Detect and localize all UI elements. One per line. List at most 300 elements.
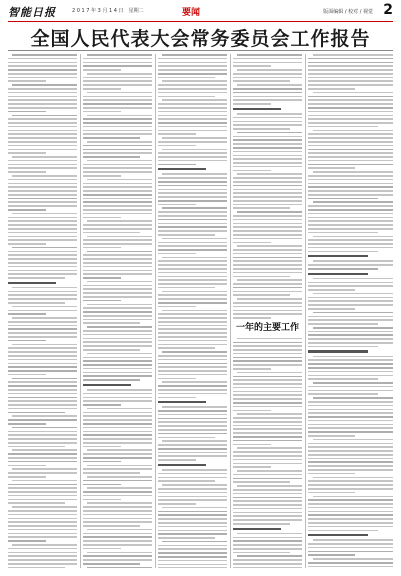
- text-line: [158, 223, 227, 225]
- text-line: [233, 552, 290, 554]
- body-paragraph: [83, 326, 152, 350]
- text-line: [83, 322, 140, 324]
- text-line: [233, 379, 302, 381]
- text-line: [308, 268, 378, 270]
- text-line: [308, 232, 378, 234]
- body-paragraph: [83, 502, 152, 526]
- text-line: [8, 164, 77, 166]
- text-line: [8, 457, 77, 459]
- text-line: [308, 409, 393, 411]
- text-line: [8, 548, 77, 550]
- text-line: [158, 511, 227, 513]
- text-line: [308, 334, 393, 336]
- text-line: [8, 160, 77, 162]
- text-line: [233, 512, 302, 514]
- text-line: [233, 230, 302, 232]
- body-paragraph: [233, 298, 302, 319]
- text-line: [87, 54, 152, 56]
- body-paragraph: [8, 54, 77, 82]
- text-line: [8, 563, 77, 565]
- text-line: [12, 54, 77, 56]
- text-line: [308, 220, 393, 222]
- text-line: [8, 385, 77, 387]
- text-line: [308, 190, 393, 192]
- text-line: [8, 126, 77, 128]
- text-line: [83, 544, 152, 546]
- text-line: [83, 217, 121, 219]
- text-line: [83, 277, 121, 279]
- text-line: [8, 258, 77, 260]
- body-paragraph: [158, 406, 227, 438]
- body-paragraph: [308, 260, 393, 269]
- text-line: [162, 469, 227, 471]
- text-line: [233, 481, 290, 483]
- text-line: [233, 162, 302, 164]
- text-line: [162, 541, 227, 543]
- text-line: [308, 111, 393, 113]
- body-paragraph: [158, 291, 227, 308]
- text-line: [8, 404, 77, 406]
- text-line: [233, 121, 302, 123]
- article-column-5: [308, 54, 393, 568]
- text-line: [83, 118, 152, 120]
- text-line: [8, 96, 77, 98]
- text-line: [158, 111, 227, 113]
- text-line: [233, 158, 302, 160]
- text-line: [87, 487, 152, 489]
- text-line: [83, 209, 152, 211]
- text-line: [8, 495, 77, 497]
- text-line: [8, 294, 77, 296]
- text-line: [308, 522, 393, 524]
- text-line: [8, 366, 77, 368]
- text-line: [8, 381, 77, 383]
- text-line: [8, 194, 77, 196]
- text-line: [233, 504, 302, 506]
- text-line: [308, 282, 393, 284]
- text-line: [158, 77, 215, 79]
- body-paragraph: [158, 469, 227, 482]
- body-paragraph: [8, 156, 77, 173]
- body-paragraph: [83, 220, 152, 233]
- body-paragraph: [308, 439, 393, 475]
- text-line: [8, 552, 77, 554]
- text-line: [8, 510, 77, 512]
- text-line: [8, 446, 65, 448]
- text-line: [162, 54, 227, 56]
- headline: 全国人民代表大会常务委员会工作报告: [30, 28, 371, 50]
- text-line: [158, 141, 227, 143]
- text-line: [83, 62, 152, 64]
- text-line: [83, 307, 152, 309]
- text-line: [308, 492, 355, 494]
- text-line: [83, 506, 152, 508]
- text-line: [237, 113, 302, 115]
- text-line: [308, 145, 393, 147]
- text-line: [233, 257, 302, 259]
- text-line: [8, 179, 77, 181]
- text-line: [308, 264, 393, 266]
- body-paragraph: [308, 171, 393, 199]
- text-line: [233, 563, 302, 565]
- text-line: [233, 436, 302, 438]
- text-line: [83, 338, 152, 340]
- text-line: [158, 433, 227, 435]
- text-line: [308, 224, 393, 226]
- text-line: [158, 492, 227, 494]
- text-line: [233, 421, 302, 423]
- text-line: [158, 200, 227, 202]
- text-line: [308, 547, 393, 549]
- text-line: [12, 449, 77, 451]
- text-line: [233, 466, 271, 468]
- text-line: [233, 124, 302, 126]
- text-line: [233, 65, 271, 67]
- text-line: [308, 450, 393, 452]
- text-line: [8, 77, 77, 79]
- body-paragraph: [83, 160, 152, 177]
- text-line: [237, 298, 302, 300]
- text-line: [233, 313, 302, 315]
- text-line: [313, 278, 393, 280]
- text-line: [8, 453, 77, 455]
- text-line: [308, 149, 393, 151]
- text-line: [237, 132, 302, 134]
- text-line: [162, 440, 227, 442]
- text-line: [158, 545, 227, 547]
- text-line: [83, 468, 152, 470]
- text-line: [87, 529, 152, 531]
- body-paragraph: [308, 54, 393, 90]
- text-line: [158, 437, 215, 439]
- text-line: [308, 469, 393, 471]
- text-line: [83, 247, 121, 249]
- text-line: [8, 363, 77, 365]
- subheading-bar: [308, 534, 368, 536]
- text-line: [308, 393, 378, 395]
- text-line: [8, 438, 77, 440]
- body-paragraph: [233, 84, 302, 105]
- text-line: [87, 141, 152, 143]
- text-line: [237, 54, 302, 56]
- body-paragraph: [8, 84, 77, 112]
- text-line: [308, 562, 393, 564]
- text-line: [308, 73, 393, 75]
- text-line: [83, 270, 152, 272]
- text-line: [8, 487, 77, 489]
- text-line: [308, 465, 393, 467]
- text-line: [158, 503, 196, 505]
- text-line: [233, 207, 290, 209]
- text-line: [8, 355, 77, 357]
- text-line: [83, 273, 152, 275]
- text-line: [233, 238, 302, 240]
- text-line: [158, 234, 215, 236]
- text-line: [8, 374, 46, 376]
- text-line: [158, 219, 227, 221]
- text-line: [83, 438, 152, 440]
- text-line: [158, 268, 227, 270]
- text-line: [8, 518, 77, 520]
- text-line: [162, 381, 227, 383]
- text-line: [83, 514, 152, 516]
- text-line: [308, 458, 393, 460]
- text-line: [83, 495, 152, 497]
- text-line: [8, 205, 77, 207]
- text-line: [8, 325, 77, 327]
- text-line: [233, 92, 302, 94]
- text-line: [158, 62, 227, 64]
- text-line: [233, 276, 290, 278]
- text-line: [237, 84, 302, 86]
- text-line: [83, 228, 152, 230]
- text-line: [87, 220, 152, 222]
- text-line: [8, 298, 77, 300]
- body-paragraph: [158, 149, 227, 166]
- text-line: [158, 65, 227, 67]
- body-paragraph: [83, 465, 152, 474]
- text-line: [233, 170, 271, 172]
- subheading-bar: [158, 464, 206, 466]
- text-line: [83, 205, 152, 207]
- body-paragraph: [158, 381, 227, 398]
- newspaper-logo: 智能日报: [8, 6, 56, 19]
- subheading-bar: [158, 168, 206, 170]
- body-paragraph: [308, 327, 393, 348]
- text-line: [308, 342, 393, 344]
- text-line: [233, 548, 302, 550]
- text-line: [162, 310, 227, 312]
- text-line: [308, 323, 378, 325]
- text-line: [8, 465, 46, 467]
- body-paragraph: [158, 257, 227, 289]
- text-line: [308, 239, 393, 241]
- text-line: [308, 99, 393, 101]
- text-line: [308, 289, 355, 291]
- text-line: [83, 145, 152, 147]
- text-line: [233, 489, 302, 491]
- text-line: [233, 508, 302, 510]
- text-line: [308, 96, 393, 98]
- text-line: [83, 315, 152, 317]
- text-line: [308, 183, 393, 185]
- text-line: [83, 400, 152, 402]
- text-line: [83, 296, 152, 298]
- text-line: [308, 62, 393, 64]
- text-line: [158, 215, 227, 217]
- text-line: [158, 260, 227, 262]
- text-line: [237, 485, 302, 487]
- text-line: [308, 308, 355, 310]
- text-line: [83, 368, 152, 370]
- text-line: [233, 151, 302, 153]
- body-paragraph: [158, 99, 227, 135]
- body-paragraph: [83, 281, 152, 302]
- text-line: [83, 213, 152, 215]
- text-line: [308, 175, 393, 177]
- text-line: [158, 393, 227, 395]
- text-line: [83, 126, 152, 128]
- text-line: [313, 496, 393, 498]
- body-paragraph: [8, 306, 77, 315]
- text-line: [233, 249, 302, 251]
- text-line: [233, 143, 302, 145]
- text-line: [83, 198, 152, 200]
- text-line: [8, 145, 77, 147]
- text-line: [158, 115, 227, 117]
- text-line: [313, 54, 393, 56]
- text-line: [233, 219, 302, 221]
- text-line: [233, 226, 302, 228]
- body-paragraph: [233, 173, 302, 209]
- text-line: [12, 468, 77, 470]
- text-line: [233, 544, 302, 546]
- text-line: [162, 207, 227, 209]
- masthead-rule: [8, 21, 393, 22]
- text-line: [158, 84, 227, 86]
- text-line: [8, 141, 77, 143]
- text-line: [162, 507, 227, 509]
- text-line: [158, 118, 227, 120]
- text-line: [158, 514, 227, 516]
- text-line: [158, 189, 227, 191]
- text-line: [83, 224, 152, 226]
- text-line: [233, 88, 302, 90]
- text-line: [8, 461, 77, 463]
- text-line: [308, 331, 393, 333]
- text-line: [233, 519, 302, 521]
- text-line: [233, 537, 302, 539]
- text-line: [83, 397, 152, 399]
- body-paragraph: [233, 211, 302, 243]
- text-line: [308, 58, 393, 60]
- body-paragraph: [233, 54, 302, 67]
- body-paragraph: [158, 310, 227, 349]
- body-paragraph: [83, 567, 152, 568]
- text-line: [233, 444, 271, 446]
- body-paragraph: [83, 251, 152, 279]
- text-line: [308, 319, 393, 321]
- body-paragraph: [8, 468, 77, 477]
- text-line: [313, 382, 393, 384]
- text-line: [83, 69, 121, 71]
- body-paragraph: [83, 236, 152, 249]
- text-line: [8, 266, 77, 268]
- text-line: [12, 427, 77, 429]
- body-paragraph: [233, 485, 302, 524]
- text-line: [233, 223, 302, 225]
- text-line: [158, 276, 227, 278]
- text-line: [87, 465, 152, 467]
- text-line: [83, 175, 121, 177]
- text-line: [233, 287, 302, 289]
- text-line: [158, 410, 227, 412]
- text-line: [158, 567, 227, 568]
- text-line: [158, 152, 227, 154]
- text-line: [12, 156, 77, 158]
- body-paragraph: [83, 353, 152, 381]
- body-paragraph: [83, 73, 152, 90]
- body-paragraph: [158, 54, 227, 78]
- body-paragraph: [308, 558, 393, 568]
- column-divider: [80, 54, 81, 568]
- text-line: [8, 133, 77, 135]
- text-line: [8, 408, 77, 410]
- text-line: [308, 133, 393, 135]
- text-line: [313, 558, 393, 560]
- text-line: [158, 145, 196, 147]
- text-line: [83, 88, 121, 90]
- text-line: [158, 455, 227, 457]
- text-line: [308, 390, 393, 392]
- body-paragraph: [233, 245, 302, 277]
- subheading-bar: [308, 350, 368, 352]
- text-line: [308, 461, 393, 463]
- body-paragraph: [158, 80, 227, 97]
- text-line: [233, 103, 271, 105]
- text-line: [308, 80, 393, 82]
- text-line: [308, 115, 393, 117]
- subheading-bar: [83, 384, 131, 386]
- text-line: [158, 537, 215, 539]
- text-line: [87, 567, 152, 568]
- text-line: [233, 376, 302, 378]
- text-line: [233, 391, 302, 393]
- text-line: [8, 198, 77, 200]
- text-line: [158, 245, 227, 247]
- body-paragraph: [8, 480, 77, 504]
- body-paragraph: [233, 555, 302, 568]
- text-line: [313, 236, 393, 238]
- text-line: [8, 243, 46, 245]
- text-line: [8, 567, 65, 568]
- text-line: [83, 364, 152, 366]
- text-line: [313, 327, 393, 329]
- text-line: [8, 302, 65, 304]
- text-line: [8, 73, 77, 75]
- body-paragraph: [83, 529, 152, 550]
- text-line: [83, 285, 152, 287]
- text-line: [313, 293, 393, 295]
- text-line: [8, 92, 77, 94]
- text-line: [12, 84, 77, 86]
- text-line: [12, 213, 77, 215]
- column-divider: [155, 54, 156, 568]
- text-line: [12, 480, 77, 482]
- text-line: [158, 313, 227, 315]
- text-line: [233, 368, 271, 370]
- text-line: [87, 236, 152, 238]
- text-line: [158, 564, 227, 566]
- text-line: [233, 383, 302, 385]
- text-line: [83, 65, 152, 67]
- text-line: [8, 228, 77, 230]
- text-line: [158, 518, 227, 520]
- body-paragraph: [83, 179, 152, 218]
- text-line: [8, 400, 77, 402]
- text-line: [233, 353, 302, 355]
- text-line: [83, 412, 152, 414]
- text-line: [8, 499, 77, 501]
- text-line: [308, 69, 393, 71]
- text-line: [83, 80, 152, 82]
- text-line: [12, 175, 77, 177]
- text-line: [308, 126, 378, 128]
- text-line: [162, 99, 227, 101]
- text-line: [8, 310, 77, 312]
- text-line: [158, 548, 227, 550]
- text-line: [83, 243, 152, 245]
